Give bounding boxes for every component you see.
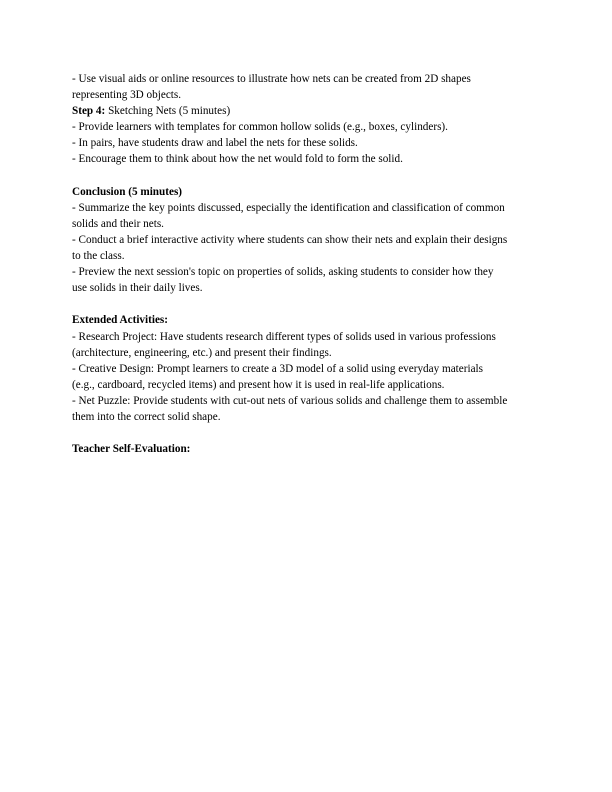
evaluation-section <box>72 441 544 457</box>
step4-label: Step 4: <box>72 105 106 118</box>
text-line: (architecture, engineering, etc.) and present their findings. <box>72 346 332 359</box>
text-line: - Use visual aids or online resources to illustrate how nets can be created from 2D shapes <box>72 73 471 85</box>
step4-title: Sketching Nets (5 minutes) <box>105 105 231 118</box>
step4-section <box>72 103 544 167</box>
text-line: - Summarize the key points discussed, especially the identification and classification of common <box>72 201 505 214</box>
text-line: - Net Puzzle: Provide students with cut-out nets of various solids and challenge them to assemble <box>72 394 508 407</box>
extended-heading-text: Extended Activities: <box>72 314 169 327</box>
spacer <box>72 168 544 184</box>
text-line: - Provide learners with templates for common hollow solids (e.g., boxes, cylinders). <box>72 121 448 134</box>
document-page <box>72 71 544 457</box>
intro-section <box>72 71 544 103</box>
text-line: solids and their nets. <box>72 217 164 230</box>
text-line: - Creative Design: Prompt learners to create a 3D model of a solid using everyday materials <box>72 362 484 375</box>
text-line: them into the correct solid shape. <box>72 410 221 423</box>
text-line: representing 3D objects. <box>72 89 182 102</box>
conclusion-heading-text: Conclusion (5 minutes) <box>72 185 183 198</box>
text-line: - Research Project: Have students research different types of solids used in various professions <box>72 330 496 343</box>
text-line: to the class. <box>72 250 125 263</box>
text-line: use solids in their daily lives. <box>72 282 203 295</box>
spacer <box>72 425 544 441</box>
text-line: - Encourage them to think about how the net would fold to form the solid. <box>72 153 403 166</box>
step4-heading <box>72 103 544 119</box>
text-line: - Conduct a brief interactive activity where students can show their nets and explain their designs <box>72 233 508 246</box>
conclusion-heading <box>72 184 544 200</box>
evaluation-heading-text: Teacher Self-Evaluation: <box>72 443 191 456</box>
conclusion-section <box>72 184 544 297</box>
spacer <box>72 296 544 312</box>
text-line: - Preview the next session's topic on properties of solids, asking students to consider how they <box>72 266 494 279</box>
evaluation-heading <box>72 441 544 457</box>
text-line: - In pairs, have students draw and label the nets for these solids. <box>72 137 358 150</box>
extended-heading <box>72 312 544 328</box>
text-line: (e.g., cardboard, recycled items) and present how it is used in real-life applications. <box>72 378 445 391</box>
extended-section <box>72 312 544 425</box>
